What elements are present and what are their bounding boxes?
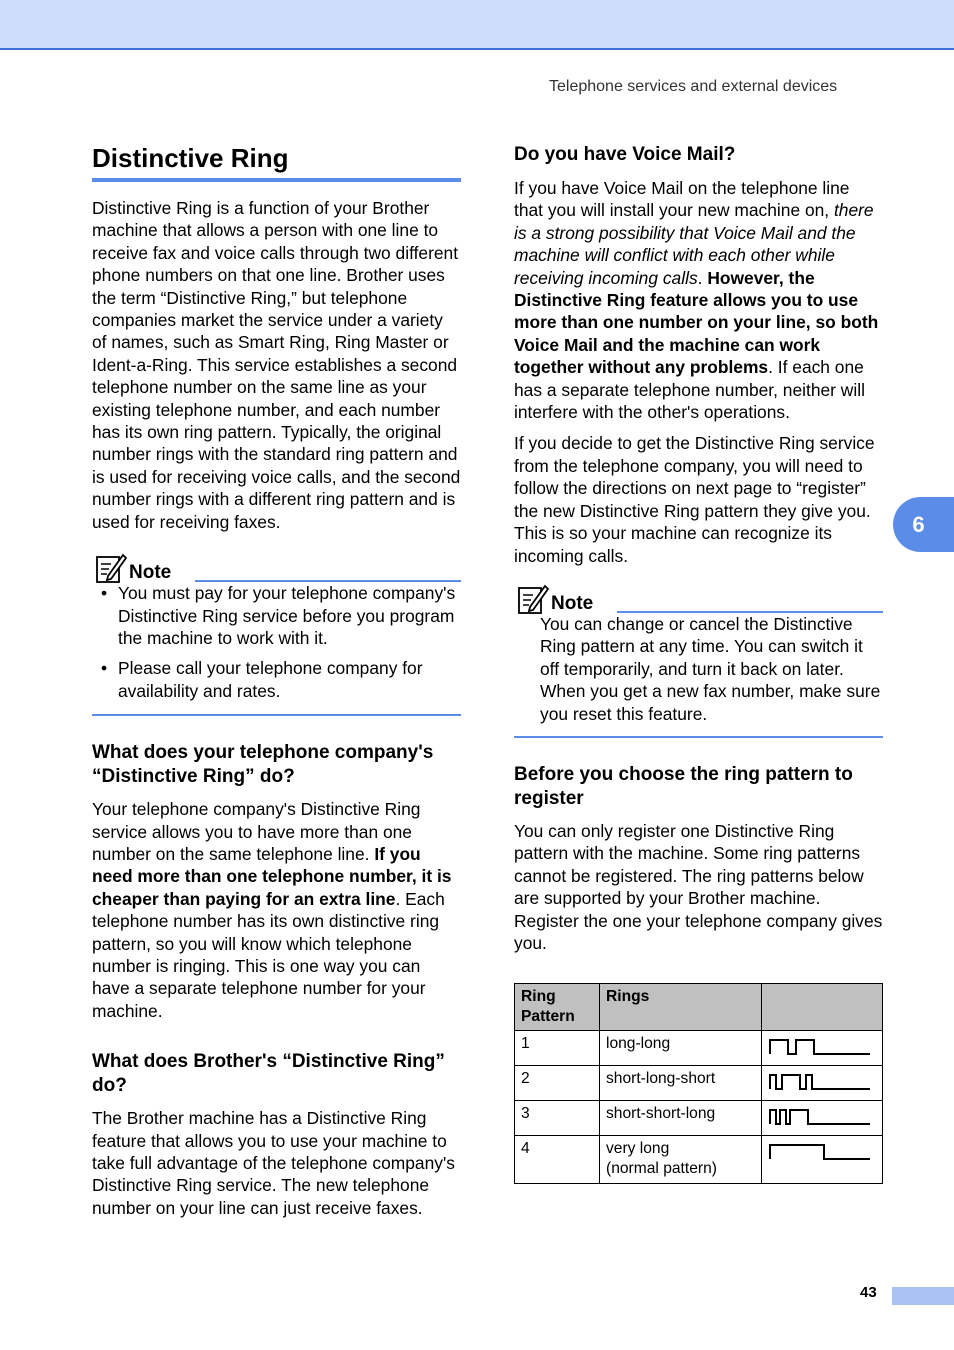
running-header: Telephone services and external devices — [549, 78, 838, 95]
page-number-bar — [892, 1287, 954, 1305]
column-header — [762, 984, 883, 1031]
right-column — [514, 143, 883, 954]
top-banner — [0, 0, 954, 50]
table-header-row — [515, 984, 883, 1031]
pattern-number: 4 — [515, 1136, 600, 1184]
register-paragraph: You can only register one Distinctive Ring pattern with the machine. Some ring patterns cannot be registered. The ring patterns below are supported by your Brother machine. Register the one your telephone company gives you. — [514, 820, 883, 953]
note-item: • Please call your telephone company for availability and rates. — [92, 657, 461, 702]
note-bottom-rule — [92, 714, 461, 716]
section-heading-voicemail: Do you have Voice Mail? — [514, 144, 736, 165]
note-item: • You must pay for your telephone company's Distinctive Ring service before you program the machine to work with it. — [92, 582, 461, 649]
ring-name: short-short-long — [600, 1101, 762, 1136]
section-title: Distinctive Ring — [92, 142, 461, 182]
left-column — [92, 142, 461, 1219]
ring-pattern-table — [514, 983, 883, 1184]
table-row — [515, 1066, 883, 1101]
table-row — [515, 1136, 883, 1184]
pattern-number: 2 — [515, 1066, 600, 1101]
section-heading-register: Before you choose the ring pattern to register — [514, 763, 853, 809]
column-header: Ring Pattern — [515, 984, 600, 1031]
note-box — [92, 550, 461, 716]
brother-paragraph: The Brother machine has a Distinctive Ring feature that allows you to use your machine to take full advantage of the telephone company's Distinctive Ring service. The new telephone number on your line can just receive faxes. — [92, 1108, 455, 1218]
table-row — [515, 1031, 883, 1066]
pattern-number: 1 — [515, 1031, 600, 1066]
note-bottom-rule — [514, 736, 883, 738]
note-label: Note — [551, 592, 594, 614]
note-box — [514, 581, 883, 738]
very-long-waveform-icon — [768, 1139, 872, 1161]
table-row — [515, 1101, 883, 1136]
register-instructions-paragraph: If you decide to get the Distinctive Ring service from the telephone company, you will need to follow the directions on next page to “register” the new Distinctive Ring pattern they give you. This is so your machine can recognize its incoming calls. — [514, 433, 875, 566]
long-long-waveform-icon — [768, 1034, 872, 1056]
section-heading-telco: What does your telephone company's “Distinctive Ring” do? — [92, 742, 434, 788]
short-short-long-waveform-icon — [768, 1104, 872, 1126]
page-number: 43 — [860, 1284, 877, 1301]
chapter-tab: 6 — [893, 497, 954, 552]
voicemail-paragraph: If you have Voice Mail on the telephone line that you will install your new machine on, there is a strong possibility that Voice Mail and the machine will conflict with each other while receiving incoming calls. However, the Distinctive Ring feature allows you to use more than one number on your line, so both Voice Mail and the machine can work together without any problems. If each one has a separate telephone number, neither will interfere with the other's operations. — [514, 178, 879, 423]
ring-name: long-long — [600, 1031, 762, 1066]
note-label: Note — [129, 562, 172, 584]
column-header: Rings — [600, 984, 762, 1031]
ring-name: short-long-short — [600, 1066, 762, 1101]
note-pencil-icon — [517, 583, 549, 615]
section-heading-brother: What does Brother's “Distinctive Ring” do? — [92, 1051, 445, 1097]
note-pencil-icon — [95, 552, 127, 584]
intro-paragraph: Distinctive Ring is a function of your Brother machine that allows a person with one line to receive fax and voice calls through two different phone numbers on that one line. Brother uses the term “Distinctive Ring,” but telephone companies market the service under a variety of names, such as Smart Ring, Ring Master or Ident-a-Ring. This service establishes a second telephone number on the same line as your existing telephone number, and each number has its own ring pattern. Typically, the original number rings with the standard ring pattern and is used for receiving voice calls, and the second number rings with a different ring pattern and is used for receiving faxes. — [92, 198, 461, 532]
note-text: You can change or cancel the Distinctive Ring pattern at any time. You can switch it off temporarily, and turn it back on later. When you get a new fax number, make sure you reset this feature. — [540, 613, 881, 724]
pattern-number: 3 — [515, 1101, 600, 1136]
telco-paragraph: Your telephone company's Distinctive Ring service allows you to have more than one number on the same telephone line. If you need more than one telephone number, it is cheaper than paying for an extra line. Each telephone number has its own distinctive ring pattern, so you will know which telephone number is ringing. This is one way you can have a separate telephone number for your machine. — [92, 799, 452, 1021]
ring-name: very long (normal pattern) — [600, 1136, 762, 1184]
short-long-short-waveform-icon — [768, 1069, 872, 1091]
